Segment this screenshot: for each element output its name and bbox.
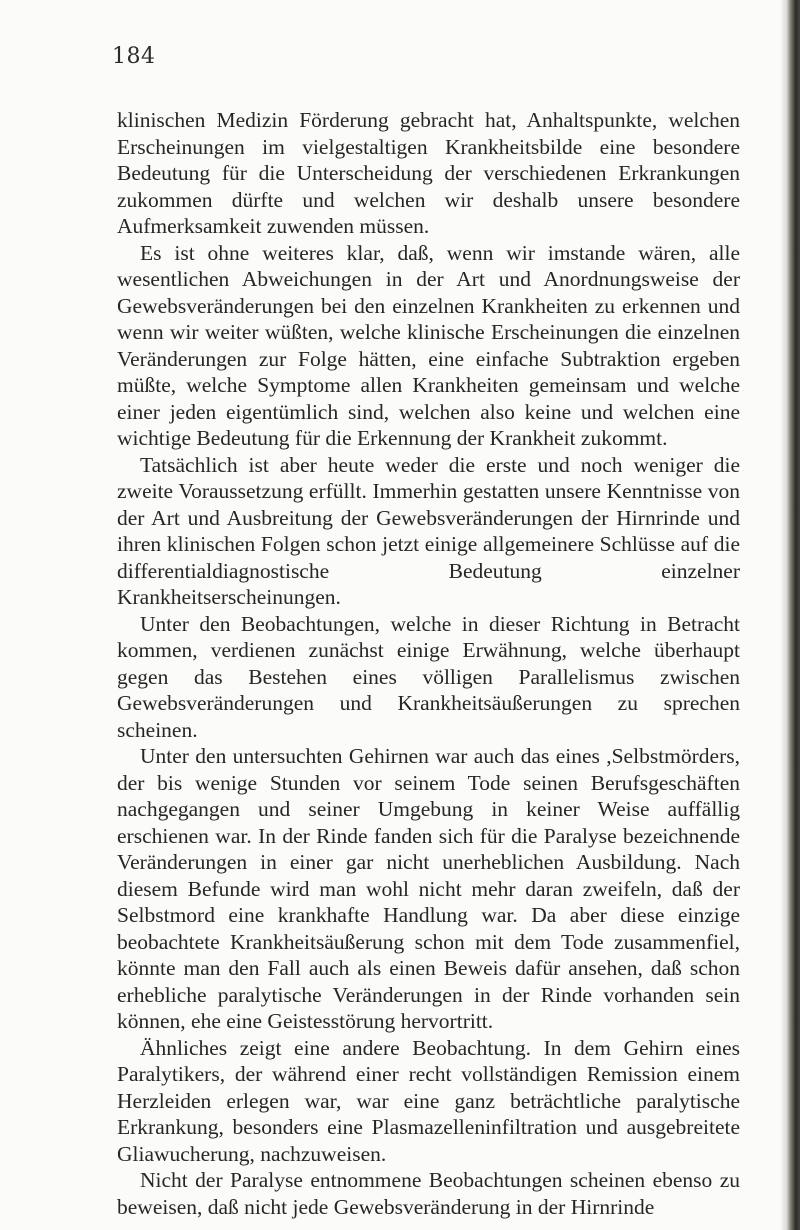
paragraph-3: Tatsächlich ist aber heute weder die erste und noch weniger die zweite Voraussetzung erfüllt. Immerhin gestatten unsere Kenntnisse von der Art und Ausbreitung der Gewebsveränderungen der Hirnrinde und ihren klinischen Folgen schon jetzt einige allgemeinere Schlüsse auf die differentialdiagnostische Bedeutung einzelner Krankheitserscheinungen.: [117, 452, 740, 609]
paragraph-5: Unter den untersuchten Gehirnen war auch das eines ,Selbstmörders, der bis wenige Stunden vor seinem Tode seinen Berufsgeschäften nachgegangen und seiner Umgebung in keiner Weise auffällig erschienen war. In der Rinde fanden sich für die Paralyse bezeichnende Veränderungen in einer gar nicht unerheblichen Ausbildung. Nach diesem Befunde wird man wohl nicht mehr daran zweifeln, daß der Selbstmord eine krankhafte Handlung war. Da aber diese einzige beobachtete Krankheitsäußerung schon mit dem Tode zusammenfiel, könnte man den Fall auch als einen Beweis dafür ansehen, daß schon erhebliche paralytische Veränderungen in der Rinde vorhanden sein können, ehe eine Geistesstörung hervortritt.: [117, 744, 740, 1033]
page-number: 184: [112, 44, 156, 69]
body-text: [117, 107, 740, 1220]
paragraph-2: Es ist ohne weiteres klar, daß, wenn wir imstande wären, alle wesentlichen Abweichungen in der Art und Anordnungsweise der Gewebsveränderungen bei den einzelnen Krankheiten zu erkennen und wenn wir weiter wüßten, welche klinische Erscheinungen die einzelnen Veränderungen zur Folge hätten, eine einfache Subtraktion ergeben müßte, welche Symptome allen Krankheiten gemeinsam und welche einer jeden eigentümlich sind, welchen also keine und welchen eine wichtige Bedeutung für die Erkennung der Krankheit zukommt.: [117, 240, 740, 450]
paragraph-7: Nicht der Paralyse entnommene Beobachtungen scheinen ebenso zu beweisen, daß nicht jede Gewebsveränderung in der Hirnrinde: [117, 1168, 740, 1219]
paragraph-1: klinischen Medizin Förderung gebracht hat, Anhaltspunkte, welchen Erscheinungen im vielgestaltigen Krankheitsbilde eine besondere Bedeutung für die Unterscheidung der verschiedenen Erkrankungen zukommen dürfte und welchen wir deshalb unsere besondere Aufmerksamkeit zuwenden müssen.: [117, 108, 740, 238]
paragraph-4: Unter den Beobachtungen, welche in dieser Richtung in Betracht kommen, verdienen zunächst einige Erwähnung, welche überhaupt gegen das Bestehen eines völligen Parallelismus zwischen Gewebsveränderungen und Krankheitsäußerungen zu sprechen scheinen.: [117, 611, 740, 742]
page-edge: [786, 0, 800, 1230]
paragraph-6: Ähnliches zeigt eine andere Beobachtung. In dem Gehirn eines Paralytikers, der während einer recht vollständigen Remission einem Herzleiden erlegen war, war eine ganz beträchtliche paralytische Erkrankung, besonders eine Plasmazelleninfiltration und ausgebreitete Gliawucherung, nachzuweisen.: [117, 1035, 740, 1166]
